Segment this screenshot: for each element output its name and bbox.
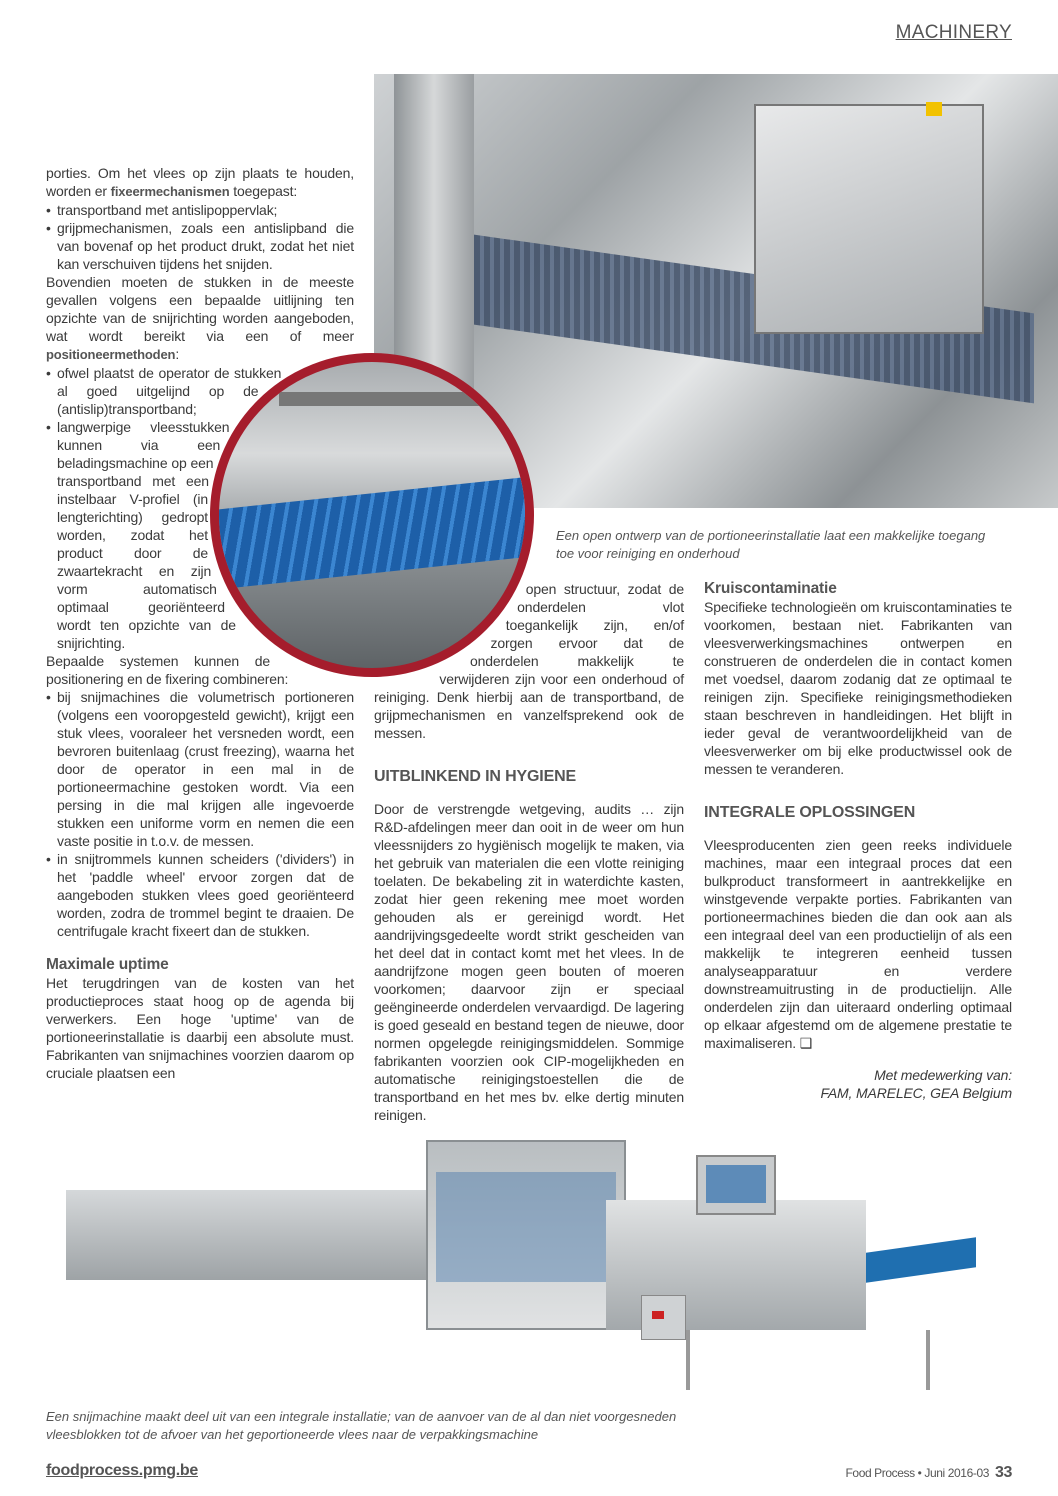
blue-modular-belt — [219, 475, 534, 590]
list-item: • grijpmechanismen, zoals een antislipband die van bovenaf op het product drukt, zodat het niet kan verschuiven tijdens het snijden. — [46, 219, 354, 273]
control-box — [641, 1295, 686, 1340]
paragraph: Bepaalde systemen kunnen de positionering en de fixering combineren: — [46, 653, 289, 687]
paragraph: Specifieke technologieën om kruiscontaminaties te voorkomen, bestaan niet. Fabrikanten van vleesverwerkingsmachines ontwerpen en construeren de onderdelen die in contact komen met voedsel, daarom zodanig dat ze optimaal te reinigen zijn. Specifieke reinigingsmethodieken staan beschreven in handleidingen. Het blijft in ieder geval de verantwoordelijkheid van de vleesverwerker om bij elke productwissel ook de messen te veranderen. — [704, 599, 1012, 777]
bold-term: fixeermechanismen — [110, 184, 230, 199]
list-item: • in snijtrommels kunnen scheiders ('dividers') in het 'paddle wheel' ervoor zorgen dat de aangeboden stukken vlees goed georiënteerd worden, zodra de trommel begint te draaien. De centrifugale kracht fixeert dan de stukken. — [46, 850, 354, 940]
section-title: MACHINERY — [895, 22, 1012, 43]
machine-leg — [926, 1330, 930, 1390]
text: toegepast: — [229, 183, 298, 199]
machine-leg — [686, 1330, 690, 1390]
outfeed-conveyor — [866, 1237, 976, 1282]
footer-issue — [846, 1464, 1013, 1482]
emergency-button-icon — [652, 1311, 664, 1319]
bullet-list — [46, 201, 354, 273]
control-panel — [696, 1155, 776, 1215]
paragraph: Het terugdringen van de kosten van het productieproces staat hoog op de agenda bij verwerkers. Een hoge 'uptime' van de portioneerinstallatie is daarbij een absolute must. Fabrikanten van snijmachines voorzien daarom op cruciale plaatsen een — [46, 975, 354, 1081]
bullet-list — [46, 688, 354, 940]
photo-circle-conveyor-rinsing — [210, 353, 534, 677]
end-mark-icon: ❑ — [799, 1035, 813, 1051]
machine-cover-panel — [754, 104, 984, 334]
credit-names: FAM, MARELEC, GEA Belgium — [820, 1085, 1012, 1101]
photo-caption-top: Een open ontwerp van de portioneerinstallatie laat een makkelijke toegang toe voor reiniging en onderhoud — [556, 528, 986, 561]
issue-label: Food Process • Juni 2016-03 — [845, 1466, 989, 1480]
text: : — [175, 346, 180, 362]
touch-screen — [706, 1165, 766, 1203]
section-heading: UITBLINKEND IN HYGIENE — [374, 768, 577, 785]
glass-window — [436, 1172, 616, 1282]
paragraph: open structuur, zodat de onderdelen vlot toegankelijk zijn, en/of zorgen ervoor dat de onderdelen makkelijk te verwijderen zijn voor een onderhoud of reiniging. Denk hierbij aan de transportband, de grijpmechanismen en vanzelfsprekend ook de messen. — [374, 581, 684, 741]
paragraph — [46, 164, 354, 201]
spray-bar — [279, 392, 534, 406]
paragraph — [46, 273, 354, 364]
website-link[interactable]: foodprocess.pmg.be — [46, 1462, 198, 1479]
paragraph: Door de verstrengde wetgeving, audits … zijn R&D-afdelingen meer dan ooit in de weer om hun vleessnijders zo hygiënisch mogelijk te maken, via het gebruik van materialen die een vlotte reiniging toelaten. De bekabeling zit in waterdichte kasten, zodat hier geen rekening mee moet worden gehouden als er gereinigd wordt. Het aandrijvingsgedeelte wordt strikt gescheiden van het deel dat in contact komt met het vlees. In de aandrijfzone mogen geen bouten of moeren voorkomen; daarvoor zijn er speciaal geëngineerde onderdelen vervaardigd. De lagering is goed geseald en bestand tegen de nieuwe, door normen opgelegde reinigingsmiddelen. Sommige fabrikanten voorzien ook CIP-mogelijkheden en automatische reinigingstoestellen die de transportband en het mes bv. elke dertig minuten reinigen. — [374, 801, 684, 1123]
list-item: • bij snijmachines die volumetrisch portioneren (volgens een vooropgesteld gewicht), krijgt een stuk vlees, vooraleer het versneden wordt, een bevroren buitenlaag (crust freezing), waarna het door de operator in een mal in de portioneermachine gestoken wordt. Via een persing in die mal krijgen alle ingevoerde stukken een uniforme vorm en nemen die een vaste positie in t.o.v. de messen. — [46, 688, 354, 850]
slicer-cabinet — [426, 1140, 626, 1330]
subheading: Maximale uptime — [46, 956, 169, 973]
paragraph — [704, 836, 1012, 1052]
list-item: • langwerpige vleesstukken kunnen via een beladingsmachine op een transportband met een instelbaar V-profiel (in lengterichting) gedropt worden, zodat het product door de zwaartekracht en zijn vorm automatisch optimaal georiënteerd wordt ten opzichte van de snijrichting. — [46, 418, 354, 652]
photo-integrated-slicing-line — [46, 1140, 1006, 1400]
list-item: • ofwel plaatst de operator de stukken al goed uitgelijnd op de (antislip)transportband; — [46, 364, 354, 418]
credit-label: Met medewerking van: — [874, 1067, 1012, 1083]
infeed-machines — [66, 1190, 426, 1280]
section-heading: INTEGRALE OPLOSSINGEN — [704, 804, 916, 821]
text: porties. Om het vlees op zijn plaats te houden, worden er — [46, 165, 354, 199]
warning-sign-icon — [926, 102, 942, 116]
text: Vleesproducenten zien geen reeks individuele machines, maar een integraal proces dat een bulkproduct transformeert in aantrekkelijke en winstgevende verpakte porties. Fabrikanten van portioneermachines bieden die dan ook aan als een integraal deel van een productielijn of als een makkelijk te integreren eenheid tussen analyseapparatuur en verdere downstreamuitrusting in de productielijn. Alle onderdelen zijn dan uiteraard onderling optimaal op elkaar afgestemd om de algemene prestatie te maximaliseren. — [704, 837, 1012, 1051]
text: Bovendien moeten de stukken in de meeste gevallen volgens een bepaalde uitlijning ten opzichte van de snijrichting worden aangeboden, wat wordt bereikt via een of meer — [46, 274, 354, 344]
page-number: 33 — [995, 1464, 1012, 1481]
bold-term: positioneermethoden — [46, 347, 176, 362]
photo-caption-bottom: Een snijmachine maakt deel uit van een integrale installatie; van de aanvoer van de al dan niet voorgesneden vleesblokken tot de afvoer van het geportioneerde vlees naar de verpakkingsmachine — [46, 1409, 677, 1442]
credits — [704, 1066, 1012, 1102]
list-item: • transportband met antislipoppervlak; — [46, 201, 354, 219]
subheading: Kruiscontaminatie — [704, 580, 837, 597]
article-column-right — [704, 580, 1012, 1102]
